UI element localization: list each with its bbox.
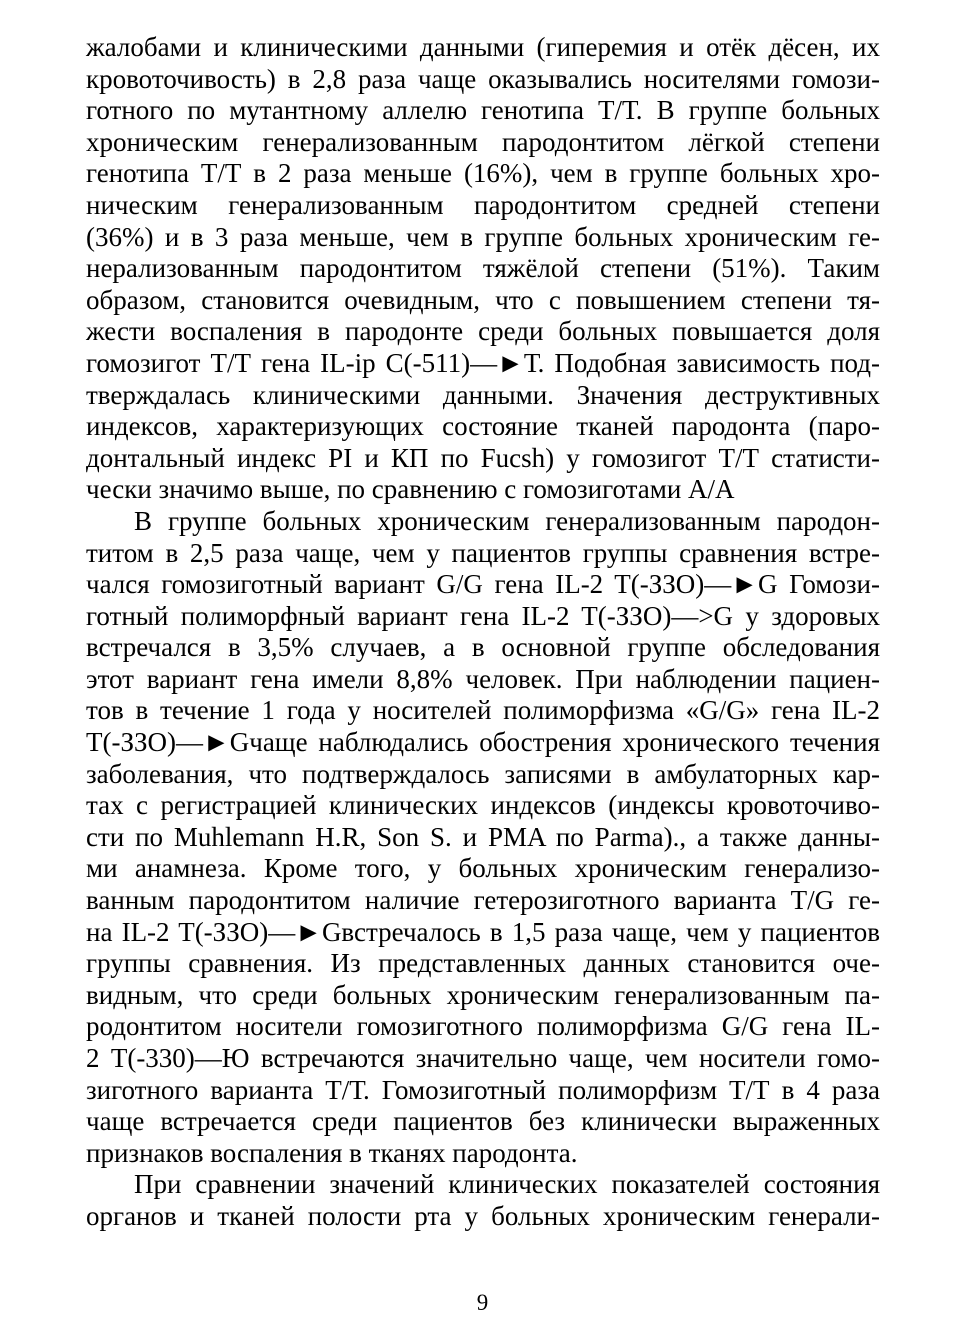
text-line: нерализованным пародонтитом тяжёлой степени (51%). Таким <box>86 253 880 284</box>
text-line: образом, становится очевидным, что с повышением степени тя- <box>86 284 880 315</box>
text-line: заболевания, что подтверждалось записями в амбулаторных кар- <box>86 758 880 789</box>
text-line: готный полиморфный вариант гена IL-2 T(-ЗЗО)—>G у здоровых <box>86 600 880 631</box>
text-line: признаков воспаления в тканях пародонта. <box>86 1137 578 1168</box>
text-line: 2 Т(-330)—Ю встречаются значительно чаще, чем носители гомо- <box>86 1043 880 1073</box>
text-line: на IL-2 T(-ЗЗО)—►Gвстречалось в 1,5 раза чаще, чем у пациентов <box>86 916 880 947</box>
text-line: тах с регистрацией клинических индексов (индексы кровоточиво- <box>86 790 880 821</box>
text-line: донтальный индекс PI и КП по Fucsh) у гомозигот Т/Т статисти- <box>86 442 880 473</box>
text-line: видным, что среди больных хроническим генерализованным па- <box>86 979 880 1010</box>
text-line: титом в 2,5 раза чаще, чем у пациентов группы сравнения встре- <box>86 537 880 568</box>
paragraph-1 <box>86 32 880 506</box>
text-line: готного по мутантному аллелю генотипа Т/Т. В группе больных <box>86 95 880 126</box>
text-line: этот вариант гена имели 8,8% человек. При наблюдении пациен- <box>86 663 880 694</box>
text-line: чался гомозиготный вариант G/G гена IL-2 T(-ЗЗО)—►G Гомози- <box>86 569 880 600</box>
text-line: индексов, характеризующих состояние тканей пародонта (паро- <box>86 411 880 442</box>
text-line: В группе больных хроническим генерализованным пародон- <box>134 505 880 536</box>
page-number: 9 <box>476 1290 489 1315</box>
text-line: чески значимо выше, по сравнению с гомозиготами А/А <box>86 474 735 505</box>
text-line: жалобами и клиническими данными (гиперемия и отёк дёсен, их <box>86 32 880 62</box>
text-line: встречался в 3,5% случаев, а в основной группе обследования <box>86 632 880 663</box>
text-line: гомозигот Т/Т гена IL-ip С(-511)—►Т. Подобная зависимость под- <box>86 347 880 378</box>
text-line: тверждалась клиническими данными. Значения деструктивных <box>86 379 880 410</box>
text-line: родонтитом носители гомозиготного полиморфизма G/G гена IL- <box>86 1011 880 1042</box>
text-line: кровоточивость) в 2,8 раза чаще оказывались носителями гомози- <box>86 63 880 94</box>
text-line: группы сравнения. Из представленных данных становится оче- <box>86 948 880 979</box>
text-line: тов в течение 1 года у носителей полиморфизма «G/G» гена IL-2 <box>86 695 880 726</box>
paragraph-3 <box>86 1169 880 1232</box>
text-line: ванным пародонтитом наличие гетерозиготного варианта T/G ге- <box>86 885 880 916</box>
text-line: ническим генерализованным пародонтитом средней степени <box>86 189 880 220</box>
text-line: жести воспаления в пародонте среди больных повышается доля <box>86 316 880 347</box>
text-line: сти по Muhlemann H.R, Son S. и PMA по Parma)., а также данны- <box>86 821 880 852</box>
text-line: При сравнении значений клинических показателей состояния <box>134 1169 880 1200</box>
text-line: генотипа Т/Т в 2 раза меньше (16%), чем в группе больных хро- <box>86 158 880 189</box>
text-line: органов и тканей полости рта у больных хроническим генерали- <box>86 1200 880 1231</box>
text-line: ми анамнеза. Кроме того, у больных хроническим генерализо- <box>86 853 880 884</box>
text-line: (36%) и в 3 раза меньше, чем в группе больных хроническим ге- <box>86 221 880 252</box>
text-line: T(-ЗЗО)—►Gчаще наблюдались обострения хронического течения <box>86 727 880 758</box>
text-line: чаще встречается среди пациентов без клинически выраженных <box>86 1106 880 1137</box>
text-line: зиготного варианта Т/Т. Гомозиготный полиморфизм Т/Т в 4 раза <box>86 1074 880 1105</box>
body-text <box>86 32 880 1233</box>
paragraph-2 <box>86 506 880 1169</box>
text-line: хроническим генерализованным пародонтитом лёгкой степени <box>86 126 880 157</box>
